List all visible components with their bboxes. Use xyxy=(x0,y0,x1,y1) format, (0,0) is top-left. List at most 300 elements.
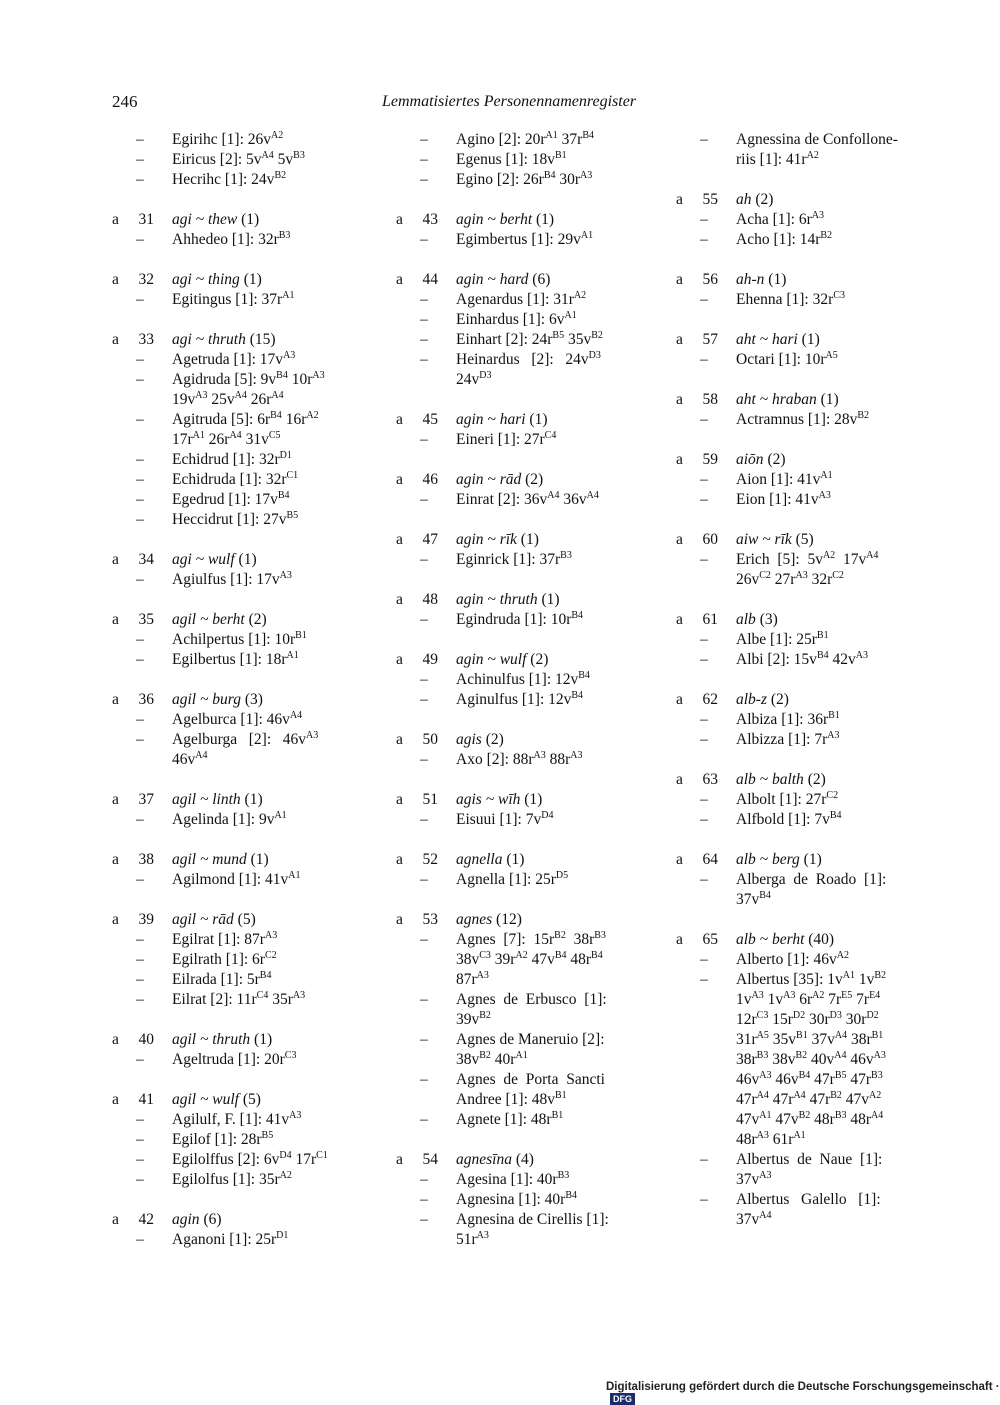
name-form-text: Ehenna [1]: $32r^{C3}$ xyxy=(736,289,845,308)
entry-marker: a xyxy=(676,331,683,348)
name-form-entry xyxy=(672,550,922,590)
lemma-text: ah (2) xyxy=(736,191,774,208)
entry-marker: a xyxy=(396,211,403,228)
name-form-entry xyxy=(392,750,642,770)
lemma-text: agil ~ mund (1) xyxy=(172,851,269,868)
dash-marker: – xyxy=(136,1231,144,1248)
lemma-entry xyxy=(672,770,922,790)
name-form-entry xyxy=(108,930,358,950)
entry-number: 32 xyxy=(138,271,154,288)
name-form-text: Einhardus [1]: $6v^{A1}$ xyxy=(456,309,577,328)
lemma-entry xyxy=(108,690,358,710)
name-form-text: Agiulfus [1]: $17v^{A3}$ xyxy=(172,569,292,588)
name-form-entry xyxy=(672,1150,922,1190)
entry-number: 37 xyxy=(138,791,154,808)
lemma-entry xyxy=(108,610,358,630)
name-form-entry xyxy=(392,1070,642,1110)
entry-number: 33 xyxy=(138,331,154,348)
lemma-entry xyxy=(672,610,922,630)
name-form-entry xyxy=(392,550,642,570)
entry-number: 50 xyxy=(422,731,438,748)
dash-marker: – xyxy=(136,451,144,468)
lemma-text: agi ~ thew (1) xyxy=(172,211,260,228)
dash-marker: – xyxy=(136,231,144,248)
lemma-text: agin ~ rād (2) xyxy=(456,471,544,488)
entry-marker: a xyxy=(396,271,403,288)
dash-marker: – xyxy=(420,1211,428,1228)
name-form-text: Aginulfus [1]: $12v^{B4}$ xyxy=(456,689,584,708)
dash-marker: – xyxy=(136,291,144,308)
name-form-entry xyxy=(392,810,642,830)
lemma-text: agil ~ thruth (1) xyxy=(172,1031,273,1048)
entry-number: 60 xyxy=(702,531,718,548)
lemma-entry xyxy=(392,790,642,810)
dash-marker: – xyxy=(700,551,708,568)
lemma-text: alb-z (2) xyxy=(736,691,789,708)
dash-marker: – xyxy=(420,811,428,828)
entry-marker: a xyxy=(676,451,683,468)
name-form-text: Octari [1]: $10r^{A5}$ xyxy=(736,349,838,368)
dash-marker: – xyxy=(420,551,428,568)
lemma-text: agil ~ wulf (5) xyxy=(172,1091,261,1108)
lemma-text: agin (6) xyxy=(172,1211,222,1228)
name-form-text: Albertus [35]: $1v^{A1}$ $1v^{B2}$ $1v^{A3}$ $1v^{A3}$ $6r^{A2}$ $7r^{E5}$ $7r^{E4}$ $12r^{C3}$ $15r^{D2}$ $30r^{D3}$ $30r^{D2}$ $31r^{A5}$ $35v^{B1}$ $37v^{A4}$ $38r^{B1}$ $38r^{B3}$ $38v^{B2}$ $40v^{A4}$ $46v^{A3}$ $46v^{A3}$ $46v^{B4}$ $47r^{B5}$ $47r^{B3}$ $47r^{A4}$ $47r^{A4}$ $47r^{B2}$ $47v^{A2}$ $47v^{A1}$ $47v^{B2}$ $48r^{B3}$ $48r^{A4}$ $48r^{A3}$ $61r^{A1}$ xyxy=(736,969,887,1148)
entry-marker: a xyxy=(112,1031,119,1048)
running-title: Lemmatisiertes Personennamenregister xyxy=(382,93,637,110)
name-form-text: Egilbertus [1]: $18r^{A1}$ xyxy=(172,649,299,668)
lemma-text: agi ~ thruth (15) xyxy=(172,331,276,348)
name-form-entry xyxy=(392,990,642,1030)
dash-marker: – xyxy=(136,1151,144,1168)
entry-number: 62 xyxy=(702,691,718,708)
name-form-entry xyxy=(672,490,922,510)
lemma-entry xyxy=(108,1210,358,1230)
name-form-text: Eilrada [1]: $5r^{B4}$ xyxy=(172,969,272,988)
name-form-text: Axo [2]: $88r^{A3}$ $88r^{A3}$ xyxy=(456,749,583,768)
lemma-entry xyxy=(392,210,642,230)
name-form-text: Agelinda [1]: $9v^{A1}$ xyxy=(172,809,287,828)
lemma-entry xyxy=(108,550,358,570)
name-form-entry xyxy=(392,670,642,690)
lemma-text: aht ~ hraban (1) xyxy=(736,391,839,408)
name-form-text: Agitruda [5]: $6r^{B4}$ $16r^{A2}$ $17r^{A1}$ $26r^{A4}$ $31v^{C5}$ xyxy=(172,409,319,448)
name-form-text: Achinulfus [1]: $12v^{B4}$ xyxy=(456,669,590,688)
entry-marker: a xyxy=(396,731,403,748)
dash-marker: – xyxy=(700,211,708,228)
name-form-text: Agnete [1]: $48r^{B1}$ xyxy=(456,1109,564,1128)
entry-marker: a xyxy=(676,531,683,548)
name-form-entry xyxy=(392,350,642,390)
name-form-entry xyxy=(392,130,642,150)
dash-marker: – xyxy=(136,931,144,948)
name-form-entry xyxy=(392,1030,642,1070)
lemma-text: agin ~ rīk (1) xyxy=(456,531,539,548)
name-form-entry xyxy=(108,150,358,170)
name-form-entry xyxy=(392,1110,642,1130)
name-form-entry xyxy=(108,470,358,490)
lemma-entry xyxy=(108,850,358,870)
entry-number: 63 xyxy=(702,771,718,788)
lemma-text: ah-n (1) xyxy=(736,271,787,288)
entry-marker: a xyxy=(112,791,119,808)
name-form-text: Agnesina de Cirellis [1]: $51r^{A3}$ xyxy=(456,1211,609,1248)
lemma-text: agil ~ burg (3) xyxy=(172,691,263,708)
name-form-entry xyxy=(108,1110,358,1130)
name-form-entry xyxy=(108,1230,358,1250)
name-form-text: Eion [1]: $41v^{A3}$ xyxy=(736,489,831,508)
name-form-entry xyxy=(108,170,358,190)
name-form-entry xyxy=(108,650,358,670)
name-form-entry xyxy=(108,350,358,370)
entry-marker: a xyxy=(112,691,119,708)
dash-marker: – xyxy=(420,171,428,188)
lemma-entry xyxy=(672,850,922,870)
dash-marker: – xyxy=(700,811,708,828)
dash-marker: – xyxy=(700,1151,708,1168)
entry-marker: a xyxy=(676,931,683,948)
name-form-entry xyxy=(108,370,358,410)
dash-marker: – xyxy=(700,971,708,988)
dash-marker: – xyxy=(700,951,708,968)
lemma-entry xyxy=(672,390,922,410)
name-form-entry xyxy=(392,310,642,330)
name-form-entry xyxy=(108,950,358,970)
dash-marker: – xyxy=(700,651,708,668)
name-form-entry xyxy=(108,710,358,730)
entry-marker: a xyxy=(676,851,683,868)
name-form-text: Alberga de Roado [1]: $37v^{B4}$ xyxy=(736,871,887,908)
name-form-entry xyxy=(108,870,358,890)
lemma-entry xyxy=(672,930,922,950)
dash-marker: – xyxy=(136,811,144,828)
dash-marker: – xyxy=(420,291,428,308)
name-form-text: Agidruda [5]: $9v^{B4}$ $10r^{A3}$ $19v^{A3}$ $25v^{A4}$ $26r^{A4}$ xyxy=(172,369,325,408)
entry-marker: a xyxy=(112,271,119,288)
name-form-entry xyxy=(392,290,642,310)
dash-marker: – xyxy=(136,731,144,748)
name-form-text: Heccidrut [1]: $27v^{B5}$ xyxy=(172,509,299,528)
lemma-entry xyxy=(672,690,922,710)
dash-marker: – xyxy=(420,311,428,328)
dash-marker: – xyxy=(136,711,144,728)
dash-marker: – xyxy=(420,331,428,348)
name-form-text: Egimbertus [1]: $29v^{A1}$ xyxy=(456,229,594,248)
lemma-text: aht ~ hari (1) xyxy=(736,331,820,348)
name-form-text: Eiricus [2]: $5v^{A4}$ $5v^{B3}$ xyxy=(172,149,305,168)
dash-marker: – xyxy=(700,791,708,808)
dash-marker: – xyxy=(420,931,428,948)
dash-marker: – xyxy=(700,231,708,248)
entry-number: 49 xyxy=(422,651,438,668)
footer-text: Digitalisierung gefördert durch die Deutsche Forschungsgemeinschaft · xyxy=(606,1381,1000,1393)
entry-number: 56 xyxy=(702,271,718,288)
name-form-text: Albizza [1]: $7r^{A3}$ xyxy=(736,729,840,748)
index-column-3 xyxy=(672,130,922,1230)
entry-marker: a xyxy=(112,211,119,228)
lemma-text: agnella (1) xyxy=(456,851,525,868)
dash-marker: – xyxy=(136,651,144,668)
lemma-text: agin ~ hard (6) xyxy=(456,271,551,288)
entry-number: 31 xyxy=(138,211,154,228)
lemma-text: agin ~ hari (1) xyxy=(456,411,548,428)
lemma-text: alb ~ berht (40) xyxy=(736,931,835,948)
dash-marker: – xyxy=(420,611,428,628)
name-form-text: Agelburca [1]: $46v^{A4}$ xyxy=(172,709,303,728)
dash-marker: – xyxy=(700,291,708,308)
name-form-entry xyxy=(108,570,358,590)
entry-number: 41 xyxy=(138,1091,154,1108)
name-form-entry xyxy=(108,810,358,830)
name-form-entry xyxy=(108,730,358,770)
dash-marker: – xyxy=(136,491,144,508)
dash-marker: – xyxy=(420,351,428,368)
lemma-text: aiw ~ rīk (5) xyxy=(736,531,814,548)
name-form-text: Ageltruda [1]: $20r^{C3}$ xyxy=(172,1049,297,1068)
lemma-entry xyxy=(672,530,922,550)
page-number: 246 xyxy=(112,92,138,111)
name-form-text: Alfbold [1]: $7v^{B4}$ xyxy=(736,809,842,828)
name-form-entry xyxy=(672,350,922,370)
name-form-entry xyxy=(672,970,922,1150)
name-form-text: Einhart [2]: $24r^{B5}$ $35v^{B2}$ xyxy=(456,329,603,348)
dash-marker: – xyxy=(700,131,708,148)
name-form-entry xyxy=(108,230,358,250)
entry-number: 53 xyxy=(422,911,438,928)
dash-marker: – xyxy=(700,871,708,888)
name-form-text: Agino [2]: $20r^{A1}$ $37r^{B4}$ xyxy=(456,129,594,148)
name-form-entry xyxy=(108,970,358,990)
lemma-text: agin ~ berht (1) xyxy=(456,211,555,228)
dash-marker: – xyxy=(136,571,144,588)
dash-marker: – xyxy=(136,371,144,388)
name-form-entry xyxy=(672,790,922,810)
dash-marker: – xyxy=(700,711,708,728)
name-form-entry xyxy=(108,1130,358,1150)
lemma-text: agil ~ linth (1) xyxy=(172,791,263,808)
lemma-entry xyxy=(108,1090,358,1110)
entry-marker: a xyxy=(676,191,683,208)
name-form-text: Albiza [1]: $36r^{B1}$ xyxy=(736,709,840,728)
entry-number: 47 xyxy=(422,531,438,548)
dash-marker: – xyxy=(420,491,428,508)
dash-marker: – xyxy=(136,951,144,968)
lemma-text: alb (3) xyxy=(736,611,778,628)
entry-number: 42 xyxy=(138,1211,154,1228)
entry-number: 65 xyxy=(702,931,718,948)
entry-number: 36 xyxy=(138,691,154,708)
lemma-entry xyxy=(108,790,358,810)
name-form-text: Agilulf, F. [1]: $41v^{A3}$ xyxy=(172,1109,302,1128)
name-form-entry xyxy=(108,630,358,650)
name-form-text: Echidrud [1]: $32r^{D1}$ xyxy=(172,449,292,468)
name-form-entry xyxy=(672,730,922,750)
entry-marker: a xyxy=(112,1091,119,1108)
entry-number: 34 xyxy=(138,551,154,568)
name-form-entry xyxy=(392,1210,642,1250)
name-form-text: Acha [1]: $6r^{A3}$ xyxy=(736,209,824,228)
dash-marker: – xyxy=(420,1031,428,1048)
dash-marker: – xyxy=(136,991,144,1008)
name-form-entry xyxy=(108,450,358,470)
name-form-entry xyxy=(392,610,642,630)
dash-marker: – xyxy=(700,491,708,508)
dash-marker: – xyxy=(420,1111,428,1128)
lemma-text: agil ~ rād (5) xyxy=(172,911,256,928)
dash-marker: – xyxy=(420,431,428,448)
entry-marker: a xyxy=(396,851,403,868)
name-form-entry xyxy=(392,430,642,450)
entry-number: 58 xyxy=(702,391,718,408)
name-form-entry xyxy=(672,630,922,650)
name-form-text: Eginrick [1]: $37r^{B3}$ xyxy=(456,549,572,568)
entry-marker: a xyxy=(396,1151,403,1168)
lemma-text: agnes (12) xyxy=(456,911,522,928)
entry-number: 51 xyxy=(422,791,438,808)
entry-marker: a xyxy=(676,271,683,288)
dash-marker: – xyxy=(136,1131,144,1148)
name-form-text: Egedrud [1]: $17v^{B4}$ xyxy=(172,489,290,508)
dash-marker: – xyxy=(700,631,708,648)
dash-marker: – xyxy=(420,671,428,688)
lemma-text: alb ~ balth (2) xyxy=(736,771,826,788)
name-form-entry xyxy=(392,490,642,510)
dash-marker: – xyxy=(136,411,144,428)
name-form-text: Egilolfus [1]: $35r^{A2}$ xyxy=(172,1169,292,1188)
name-form-text: Agetruda [1]: $17v^{A3}$ xyxy=(172,349,296,368)
dash-marker: – xyxy=(136,631,144,648)
entry-marker: a xyxy=(676,391,683,408)
name-form-text: Erich [5]: $5v^{A2}$ $17v^{A4}$ $26v^{C2}$ $27r^{A3}$ $32r^{C2}$ xyxy=(736,549,879,588)
name-form-entry xyxy=(672,290,922,310)
dash-marker: – xyxy=(136,971,144,988)
entry-number: 59 xyxy=(702,451,718,468)
index-column-1 xyxy=(108,130,358,1250)
name-form-entry xyxy=(108,510,358,530)
lemma-text: agin ~ wulf (2) xyxy=(456,651,549,668)
name-form-entry xyxy=(672,950,922,970)
name-form-entry xyxy=(672,1190,922,1230)
name-form-entry xyxy=(392,230,642,250)
name-form-entry xyxy=(672,470,922,490)
entry-number: 40 xyxy=(138,1031,154,1048)
name-form-text: Agilmond [1]: $41v^{A1}$ xyxy=(172,869,301,888)
entry-marker: a xyxy=(112,611,119,628)
name-form-text: Actramnus [1]: $28v^{B2}$ xyxy=(736,409,870,428)
entry-marker: a xyxy=(676,691,683,708)
entry-number: 35 xyxy=(138,611,154,628)
lemma-text: agis ~ wīh (1) xyxy=(456,791,543,808)
entry-marker: a xyxy=(396,651,403,668)
name-form-text: Albe [1]: $25r^{B1}$ xyxy=(736,629,829,648)
lemma-entry xyxy=(392,850,642,870)
entry-number: 46 xyxy=(422,471,438,488)
name-form-text: Agnes [7]: $15r^{B2}$ $38r^{B3}$ $38v^{C3}$ $39r^{A2}$ $47v^{B4}$ $48r^{B4}$ $87r^{A3}$ xyxy=(456,929,606,988)
name-form-text: Egindruda [1]: $10r^{B4}$ xyxy=(456,609,584,628)
entry-marker: a xyxy=(112,911,119,928)
name-form-text: Acho [1]: $14r^{B2}$ xyxy=(736,229,833,248)
lemma-entry xyxy=(672,450,922,470)
name-form-text: Alberto [1]: $46v^{A2}$ xyxy=(736,949,849,968)
name-form-entry xyxy=(392,330,642,350)
lemma-entry xyxy=(392,650,642,670)
lemma-entry xyxy=(392,470,642,490)
name-form-text: Aganoni [1]: $25r^{D1}$ xyxy=(172,1229,289,1248)
entry-number: 45 xyxy=(422,411,438,428)
dash-marker: – xyxy=(136,131,144,148)
name-form-entry xyxy=(672,410,922,430)
entry-marker: a xyxy=(112,551,119,568)
name-form-entry xyxy=(672,650,922,670)
name-form-text: Agnella [1]: $25r^{D5}$ xyxy=(456,869,569,888)
dash-marker: – xyxy=(420,1071,428,1088)
dash-marker: – xyxy=(136,151,144,168)
name-form-entry xyxy=(108,990,358,1010)
funding-footer xyxy=(606,1381,1000,1405)
dash-marker: – xyxy=(420,691,428,708)
lemma-entry xyxy=(392,270,642,290)
name-form-text: Eineri [1]: $27r^{C4}$ xyxy=(456,429,557,448)
name-form-text: Egino [2]: $26r^{B4}$ $30r^{A3}$ xyxy=(456,169,593,188)
name-form-text: Ahhedeo [1]: $32r^{B3}$ xyxy=(172,229,291,248)
lemma-text: agis (2) xyxy=(456,731,504,748)
entry-marker: a xyxy=(396,411,403,428)
name-form-text: Albertus Galello [1]: $37v^{A4}$ xyxy=(736,1191,881,1228)
entry-marker: a xyxy=(396,471,403,488)
name-form-text: Albertus de Naue [1]: $37v^{A3}$ xyxy=(736,1151,883,1188)
lemma-text: alb ~ berg (1) xyxy=(736,851,822,868)
dash-marker: – xyxy=(420,1171,428,1188)
name-form-entry xyxy=(392,1170,642,1190)
entry-marker: a xyxy=(112,1211,119,1228)
name-form-entry xyxy=(392,150,642,170)
name-form-text: Agnessina de Confollone- riis [1]: $41r^{A2}$ xyxy=(736,131,898,168)
entry-number: 55 xyxy=(702,191,718,208)
name-form-entry xyxy=(108,1050,358,1070)
entry-number: 64 xyxy=(702,851,718,868)
name-form-entry xyxy=(108,1170,358,1190)
entry-number: 57 xyxy=(702,331,718,348)
lemma-text: agil ~ berht (2) xyxy=(172,611,267,628)
index-column-2 xyxy=(392,130,642,1250)
lemma-entry xyxy=(108,910,358,930)
lemma-text: agin ~ thruth (1) xyxy=(456,591,560,608)
lemma-text: agnesīna (4) xyxy=(456,1151,534,1168)
name-form-text: Heinardus [2]: $24v^{D3}$ $24v^{D3}$ xyxy=(456,349,601,388)
lemma-text: agi ~ wulf (1) xyxy=(172,551,257,568)
name-form-text: Hecrihc [1]: $24v^{B2}$ xyxy=(172,169,287,188)
lemma-entry xyxy=(672,270,922,290)
name-form-text: Egitingus [1]: $37r^{A1}$ xyxy=(172,289,295,308)
entry-marker: a xyxy=(396,531,403,548)
name-form-entry xyxy=(392,690,642,710)
name-form-entry xyxy=(108,130,358,150)
dash-marker: – xyxy=(700,731,708,748)
name-form-text: Egirihc [1]: $26v^{A2}$ xyxy=(172,129,284,148)
dash-marker: – xyxy=(136,351,144,368)
name-form-text: Egenus [1]: $18v^{B1}$ xyxy=(456,149,567,168)
name-form-text: Agnes de Erbusco [1]: $39v^{B2}$ xyxy=(456,991,607,1028)
dash-marker: – xyxy=(420,991,428,1008)
lemma-entry xyxy=(392,730,642,750)
dash-marker: – xyxy=(420,1191,428,1208)
entry-number: 39 xyxy=(138,911,154,928)
entry-marker: a xyxy=(396,791,403,808)
dash-marker: – xyxy=(420,131,428,148)
name-form-text: Agnes de Porta Sancti Andree [1]: $48v^{B1}$ xyxy=(456,1071,605,1108)
name-form-entry xyxy=(108,1150,358,1170)
name-form-text: Aion [1]: $41v^{A1}$ xyxy=(736,469,833,488)
lemma-entry xyxy=(108,270,358,290)
